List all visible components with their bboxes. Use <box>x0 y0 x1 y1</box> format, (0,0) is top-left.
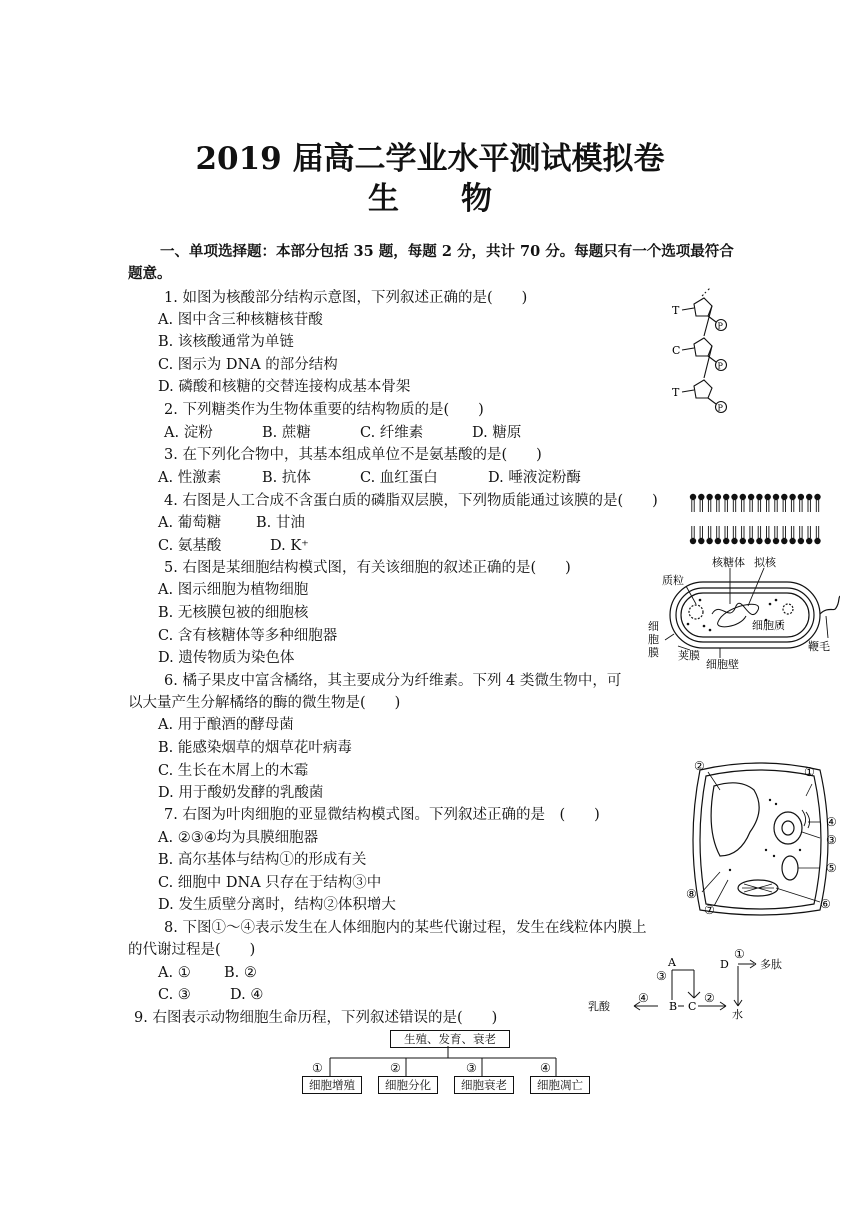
node-c: C <box>688 1000 697 1013</box>
q6-option-a[interactable]: A. 用于酿酒的酵母菌 <box>158 717 294 733</box>
phospholipid-top <box>698 494 704 512</box>
phospholipid-top <box>715 494 721 512</box>
q1-option-b[interactable]: B. 该核酸通常为单链 <box>158 334 294 350</box>
label-membrane-2: 胞 <box>648 633 659 646</box>
life-box-differentiation: 细胞分化 <box>378 1076 438 1094</box>
q2-option-c[interactable]: C. 纤维素 <box>360 425 424 441</box>
q8-option-d[interactable]: D. ④ <box>230 987 264 1003</box>
q3-option-a[interactable]: A. 性激素 <box>158 470 222 486</box>
q5-option-b[interactable]: B. 无核膜包被的细胞核 <box>158 605 309 621</box>
marker-2: ② <box>694 760 705 773</box>
phospholipid-top <box>731 494 737 512</box>
question-6-stem: 6. 橘子果皮中富含橘络，其主要成分为纤维素。下列 4 类微生物中，可 <box>164 673 622 689</box>
phospholipid-top <box>740 494 746 512</box>
phospholipid-top <box>806 494 812 512</box>
phospholipid-bottom <box>698 526 704 544</box>
q1-option-a[interactable]: A. 图中含三种核糖核苷酸 <box>158 312 323 328</box>
prokaryote-cell-figure <box>640 554 840 670</box>
phospholipid-top <box>789 494 795 512</box>
label-plasmid: 质粒 <box>662 574 684 587</box>
phospholipid-bottom <box>756 526 762 544</box>
q4-option-c[interactable]: C. 氨基酸 <box>158 538 222 554</box>
phospholipid-bottom <box>781 526 787 544</box>
q6-option-b[interactable]: B. 能感染烟草的烟草花叶病毒 <box>158 740 352 756</box>
phospholipid-bottom <box>715 526 721 544</box>
page-title: 2019 届高二学业水平测试模拟卷 <box>195 141 665 177</box>
q4-option-b[interactable]: B. 甘油 <box>256 515 305 531</box>
q7-option-c[interactable]: C. 细胞中 DNA 只存在于结构③中 <box>158 875 382 891</box>
q2-option-a[interactable]: A. 淀粉 <box>164 425 213 441</box>
phospholipid-top <box>773 494 779 512</box>
question-4-stem: 4. 右图是人工合成不含蛋白质的磷脂双层膜，下列物质能通过该膜的是( ) <box>164 493 658 509</box>
step-1: ① <box>734 947 745 961</box>
life-history-top-box: 生殖、发育、衰老 <box>390 1030 510 1048</box>
marker-7: ⑦ <box>704 903 715 917</box>
label-ribosome: 核糖体 <box>712 556 745 569</box>
label-membrane-3: 膜 <box>648 646 659 659</box>
question-9-stem: 9. 右图表示动物细胞生命历程，下列叙述错误的是( ) <box>134 1010 498 1026</box>
life-step-1: ① <box>312 1061 323 1075</box>
life-history-connectors <box>300 1046 600 1078</box>
q7-option-b[interactable]: B. 高尔基体与结构①的形成有关 <box>158 852 367 868</box>
base-label-2: C <box>672 344 681 357</box>
q5-option-a[interactable]: A. 图示细胞为植物细胞 <box>158 582 309 598</box>
phosphate-label-2: P <box>717 361 723 371</box>
phosphate-label-1: P <box>717 321 723 331</box>
phospholipid-top <box>756 494 762 512</box>
phospholipid-top <box>748 494 754 512</box>
life-box-apoptosis: 细胞凋亡 <box>530 1076 590 1094</box>
label-cell-wall: 细胞壁 <box>706 658 739 670</box>
phospholipid-bottom <box>690 526 696 544</box>
q4-option-d[interactable]: D. K⁺ <box>270 538 309 554</box>
label-cytoplasm: 细胞质 <box>752 619 785 632</box>
q3-option-d[interactable]: D. 唾液淀粉酶 <box>488 470 581 486</box>
base-label-3: T <box>672 386 680 399</box>
life-step-4: ④ <box>540 1061 551 1075</box>
phospholipid-top <box>781 494 787 512</box>
node-lactic-acid: 乳酸 <box>588 1000 610 1013</box>
marker-4: ④ <box>826 815 837 829</box>
life-step-2: ② <box>390 1061 401 1075</box>
section-heading: 一、单项选择题：本部分包括 35 题，每题 2 分，共计 70 分。每题只有一个选项最符合 <box>160 243 734 260</box>
phospholipid-bottom <box>814 526 820 544</box>
phospholipid-bottom <box>723 526 729 544</box>
node-b: B <box>669 1000 678 1013</box>
step-3: ③ <box>656 969 667 983</box>
leaf-cell-figure <box>680 760 840 920</box>
question-1-stem: 1. 如图为核酸部分结构示意图，下列叙述正确的是( ) <box>164 290 528 306</box>
subject-title: 生 物 <box>368 181 492 217</box>
phospholipid-bottom <box>798 526 804 544</box>
q8-option-c[interactable]: C. ③ <box>158 987 191 1003</box>
step-4: ④ <box>638 991 649 1005</box>
step-2: ② <box>704 991 715 1005</box>
phospholipid-bilayer-figure <box>688 493 828 547</box>
life-box-proliferation: 细胞增殖 <box>302 1076 362 1094</box>
q5-option-d[interactable]: D. 遗传物质为染色体 <box>158 650 295 666</box>
phospholipid-bottom <box>773 526 779 544</box>
q8-option-a[interactable]: A. ① <box>158 965 191 981</box>
phospholipid-bottom <box>731 526 737 544</box>
phospholipid-bottom <box>748 526 754 544</box>
q5-option-c[interactable]: C. 含有核糖体等多种细胞器 <box>158 628 338 644</box>
label-membrane-1: 细 <box>648 620 659 633</box>
phospholipid-bottom <box>806 526 812 544</box>
phospholipid-top <box>765 494 771 512</box>
question-5-stem: 5. 右图是某细胞结构模式图，有关该细胞的叙述正确的是( ) <box>164 560 571 576</box>
marker-5: ⑤ <box>826 861 837 875</box>
q4-option-a[interactable]: A. 葡萄糖 <box>158 515 222 531</box>
q6-option-c[interactable]: C. 生长在木屑上的木霉 <box>158 763 309 779</box>
q2-option-d[interactable]: D. 糖原 <box>472 425 522 441</box>
node-a: A <box>668 956 676 969</box>
question-7-stem: 7. 右图为叶肉细胞的亚显微结构模式图。下列叙述正确的是 ( ) <box>164 807 600 823</box>
node-d: D <box>720 958 729 971</box>
label-nucleoid: 拟核 <box>754 556 776 569</box>
life-step-3: ③ <box>466 1061 477 1075</box>
phospholipid-bottom <box>765 526 771 544</box>
base-label-1: T <box>672 304 680 317</box>
phospholipid-bottom <box>740 526 746 544</box>
q6-option-d[interactable]: D. 用于酸奶发酵的乳酸菌 <box>158 785 324 801</box>
question-6-stem-cont: 以大量产生分解橘络的酶的微生物是( ) <box>128 695 401 711</box>
q2-option-b[interactable]: B. 蔗糖 <box>262 425 311 441</box>
label-capsule: 荚膜 <box>678 649 700 662</box>
life-box-senescence: 细胞衰老 <box>454 1076 514 1094</box>
marker-3: ③ <box>826 833 837 847</box>
label-flagellum: 鞭毛 <box>808 640 830 653</box>
question-8-stem: 8. 下图①～④表示发生在人体细胞内的某些代谢过程，发生在线粒体内膜上 <box>164 920 647 936</box>
phospholipid-top <box>690 494 696 512</box>
q3-option-b[interactable]: B. 抗体 <box>262 470 311 486</box>
phospholipid-top <box>723 494 729 512</box>
node-polypeptide: 多肽 <box>760 958 782 971</box>
phospholipid-bottom <box>789 526 795 544</box>
marker-6: ⑥ <box>820 897 831 911</box>
q1-option-d[interactable]: D. 磷酸和核糖的交替连接构成基本骨架 <box>158 379 411 395</box>
q3-option-c[interactable]: C. 血红蛋白 <box>360 470 438 486</box>
phospholipid-bottom <box>706 526 712 544</box>
q1-option-c[interactable]: C. 图示为 DNA 的部分结构 <box>158 357 338 373</box>
question-8-stem-cont: 的代谢过程是( ) <box>128 942 256 958</box>
section-heading-cont: 题意。 <box>128 265 172 282</box>
marker-1: ① <box>804 765 815 779</box>
q7-option-a[interactable]: A. ②③④均为具膜细胞器 <box>158 830 319 846</box>
q8-option-b[interactable]: B. ② <box>224 965 257 981</box>
phosphate-label-3: P <box>717 403 723 413</box>
phospholipid-top <box>706 494 712 512</box>
question-2-stem: 2. 下列糖类作为生物体重要的结构物质的是( ) <box>164 402 484 418</box>
metabolism-figure <box>586 946 826 1020</box>
phospholipid-top <box>798 494 804 512</box>
phospholipid-top <box>814 494 820 512</box>
question-3-stem: 3. 在下列化合物中，其基本组成单位不是氨基酸的是( ) <box>164 447 542 463</box>
nucleic-acid-figure <box>664 288 744 418</box>
marker-8: ⑧ <box>686 887 697 901</box>
q7-option-d[interactable]: D. 发生质壁分离时，结构②体积增大 <box>158 897 396 913</box>
node-water: 水 <box>732 1008 743 1020</box>
